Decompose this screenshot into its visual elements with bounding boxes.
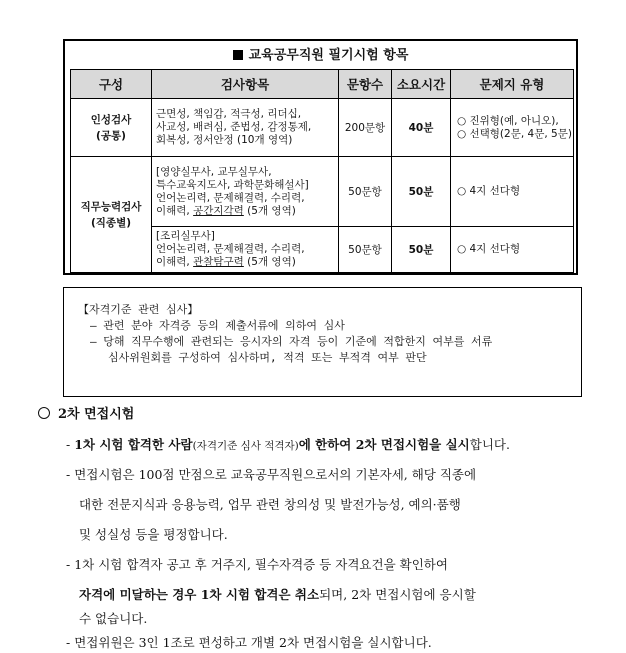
table-title: 교육공무직원 필기시험 항목 [70, 45, 571, 67]
paragraph-1: - 1차 시험 합격한 사람(자격기준 심사 적격자)에 한하여 2차 면접시험을 실시합니다. [66, 437, 510, 452]
category-aptitude: 직무능력검사 (직종별) [71, 157, 152, 273]
paragraph-2-line-3: 및 성실성 등을 평정합니다. [79, 527, 228, 542]
black-square-icon [233, 50, 243, 60]
header-question-type: 문제지 유형 [451, 70, 574, 99]
category-personality: 인성검사 (공통) [71, 99, 152, 157]
paragraph-2-line-2: 대한 전문지식과 응용능력, 업무 관련 창의성 및 발전가능성, 예의·품행 [79, 497, 461, 512]
time-aptitude-b: 50분 [392, 227, 451, 273]
notice-line-3: 심사위원회를 구성하여 심사하며, 적격 또는 부적격 여부 판단 [108, 351, 427, 364]
header-question-count: 문항수 [339, 70, 392, 99]
items-aptitude-b: [조리실무사] 언어논리력, 문제해결력, 수리력, 이해력, 관찰탐구력 (5개 영역) [152, 227, 339, 273]
paragraph-3-line-1: - 1차 시험 합격자 공고 후 거주지, 필수자격증 등 자격요건을 확인하여 [66, 557, 448, 572]
paragraph-3-line-2: 자격에 미달하는 경우 1차 시험 합격은 취소되며, 2차 면접시험에 응시할 [79, 587, 476, 602]
circle-bullet-icon [38, 407, 50, 419]
table-header-row [71, 70, 574, 99]
items-aptitude-a: [영양실무사, 교무실무사, 특수교육지도사, 과학문화해설사] 언어논리력, 문제해결력, 수리력, 이해력, 공간지각력 (5개 영역) [152, 157, 339, 227]
count-aptitude-b: 50문항 [339, 227, 392, 273]
table-row-personality [71, 99, 574, 157]
paragraph-2-line-1: - 면접시험은 100점 만점으로 교육공무직원으로서의 기본자세, 해당 직종에 [66, 467, 477, 482]
type-aptitude-b: ○ 4지 선다형 [451, 227, 574, 273]
paragraph-3-line-3: 수 없습니다. [79, 611, 148, 626]
notice-line-2: – 당해 직무수행에 관련되는 응시자의 자격 등이 기준에 적합한지 여부를 서류 [90, 335, 493, 348]
time-personality: 40분 [392, 99, 451, 157]
time-aptitude-a: 50분 [392, 157, 451, 227]
table-row-aptitude-a [71, 157, 574, 227]
header-composition: 구성 [71, 70, 152, 99]
notice-title: 【자격기준 관련 심사】 [78, 303, 199, 316]
header-test-items: 검사항목 [152, 70, 339, 99]
count-personality: 200문항 [339, 99, 392, 157]
exam-items-table-box [63, 39, 578, 275]
count-aptitude-a: 50문항 [339, 157, 392, 227]
section-heading: 2차 면접시험 [38, 403, 134, 422]
items-personality: 근면성, 책임감, 적극성, 리더십, 사교성, 배려심, 준법성, 감정통제, 회복성, 정서안정 (10개 영역) [152, 99, 339, 157]
header-duration: 소요시간 [392, 70, 451, 99]
paragraph-4: - 면접위원은 3인 1조로 편성하고 개별 2차 면접시험을 실시합니다. [66, 635, 432, 650]
type-personality: ○ 진위형(예, 아니오), ○ 선택형(2문, 4문, 5문) [451, 99, 574, 157]
exam-items-table [70, 69, 574, 273]
type-aptitude-a: ○ 4지 선다형 [451, 157, 574, 227]
qualification-review-notice [63, 287, 582, 397]
notice-line-1: – 관련 분야 자격증 등의 제출서류에 의하여 심사 [90, 319, 345, 332]
